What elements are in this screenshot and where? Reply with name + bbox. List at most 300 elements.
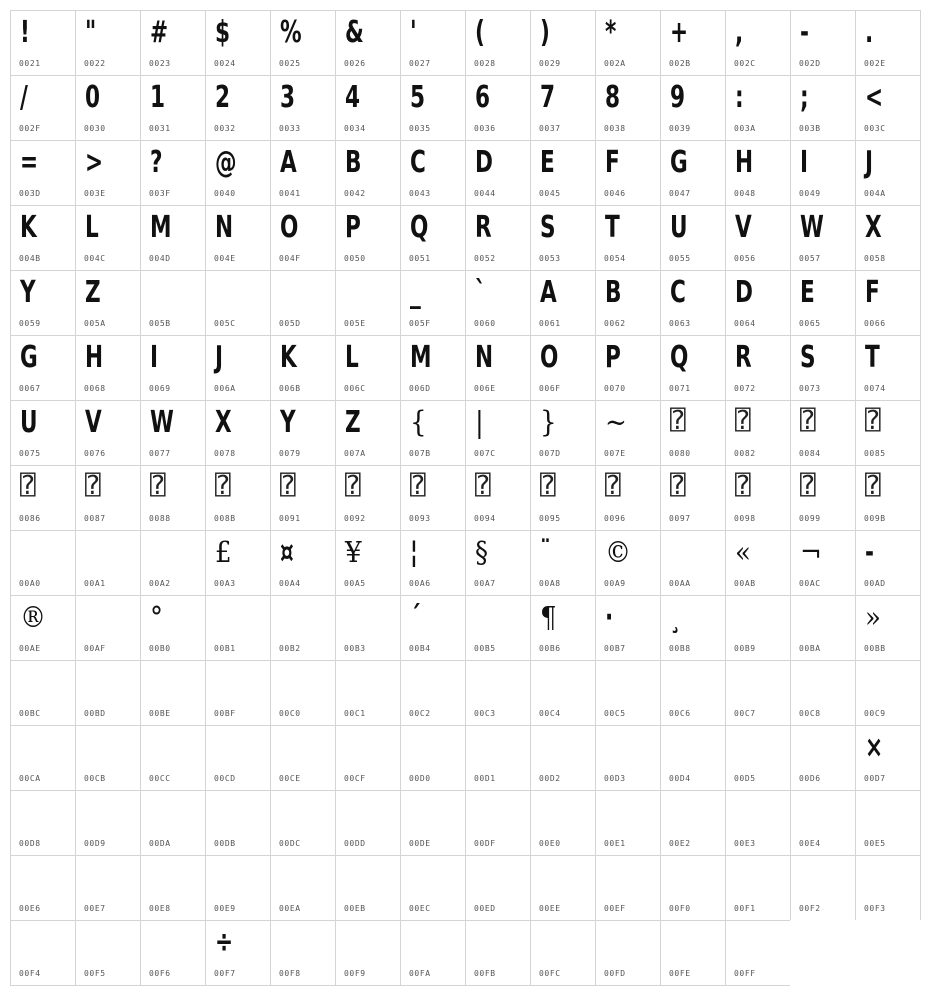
glyph-char: J [865, 145, 874, 180]
code-point-label: 00C2 [409, 709, 431, 718]
code-point-label: 006F [539, 384, 561, 393]
code-point-label: 0025 [279, 59, 301, 68]
glyph-cell [270, 205, 336, 271]
glyph-cell [855, 270, 921, 336]
code-point-label: 00C5 [604, 709, 626, 718]
glyph-cell [10, 595, 76, 661]
glyph-char: 0 [85, 80, 101, 115]
glyph-char: B [345, 145, 362, 180]
code-point-label: 00DC [279, 839, 301, 848]
code-point-label: 00B1 [214, 644, 236, 653]
code-point-label: 00A7 [474, 579, 496, 588]
glyph-cell [400, 270, 466, 336]
glyph-cell [140, 595, 206, 661]
glyph-cell [205, 270, 271, 336]
glyph-cell [725, 855, 791, 921]
code-point-label: 0048 [734, 189, 756, 198]
glyph-cell [75, 725, 141, 791]
glyph-cell [530, 205, 596, 271]
glyph-char: Z [85, 275, 101, 310]
glyph-char: 6 [475, 80, 491, 115]
glyph-char: H [85, 340, 104, 375]
glyph-char: ¤ [280, 535, 294, 570]
glyph-char: S [800, 340, 816, 375]
glyph-char: U [20, 405, 38, 440]
code-point-label: 0078 [214, 449, 236, 458]
glyph-cell [530, 920, 596, 986]
glyph-char: Y [280, 405, 296, 440]
code-point-label: 0086 [19, 514, 41, 523]
glyph-cell [75, 10, 141, 76]
glyph-cell [660, 465, 726, 531]
glyph-char: ° [150, 600, 164, 634]
glyph-char: K [20, 210, 37, 245]
code-point-label: 0047 [669, 189, 691, 198]
glyph-cell [595, 400, 661, 466]
glyph-char: X [215, 405, 232, 440]
missing-glyph-icon: ⍰ [865, 471, 881, 501]
glyph-char: V [735, 210, 752, 245]
code-point-label: 0061 [539, 319, 561, 328]
glyph-cell [790, 790, 856, 856]
glyph-cell [335, 920, 401, 986]
glyph-cell [855, 400, 921, 466]
missing-glyph-icon: ⍰ [800, 406, 816, 436]
glyph-char: R [735, 340, 752, 375]
code-point-label: 00BC [19, 709, 41, 718]
code-point-label: 00F9 [344, 969, 366, 978]
glyph-cell [270, 530, 336, 596]
glyph-cell [725, 595, 791, 661]
glyph-char: A [540, 275, 557, 310]
glyph-cell [335, 400, 401, 466]
code-point-label: 00EF [604, 904, 626, 913]
code-point-label: 00E0 [539, 839, 561, 848]
missing-glyph-icon: ⍰ [865, 406, 881, 436]
code-point-label: 00BA [799, 644, 821, 653]
glyph-cell [465, 530, 531, 596]
glyph-cell [725, 270, 791, 336]
glyph-cell [660, 530, 726, 596]
glyph-char: ¸ [670, 600, 681, 635]
missing-glyph-icon: ⍰ [800, 471, 816, 501]
glyph-char: ¨ [540, 535, 551, 570]
glyph-cell [10, 855, 76, 921]
code-point-label: 00FE [669, 969, 691, 978]
glyph-cell [465, 75, 531, 141]
glyph-char: . [865, 15, 874, 50]
code-point-label: 0053 [539, 254, 561, 263]
glyph-cell [10, 75, 76, 141]
glyph-char: « [735, 535, 751, 569]
glyph-cell [335, 205, 401, 271]
glyph-cell [205, 205, 271, 271]
glyph-cell [465, 205, 531, 271]
glyph-char: H [735, 145, 754, 180]
missing-glyph-icon: ⍰ [20, 471, 36, 501]
glyph-cell [725, 205, 791, 271]
glyph-cell [140, 205, 206, 271]
code-point-label: 00C9 [864, 709, 886, 718]
code-point-label: 00AB [734, 579, 756, 588]
glyph-char: ® [20, 600, 47, 634]
glyph-cell [400, 530, 466, 596]
code-point-label: 0063 [669, 319, 691, 328]
code-point-label: 00AA [669, 579, 691, 588]
glyph-char: I [800, 145, 809, 180]
glyph-cell [335, 855, 401, 921]
glyph-char: T [865, 340, 880, 375]
glyph-cell [855, 790, 921, 856]
glyph-char: # [150, 15, 169, 50]
code-point-label: 0023 [149, 59, 171, 68]
code-point-label: 00B6 [539, 644, 561, 653]
glyph-cell [205, 400, 271, 466]
code-point-label: 00C8 [799, 709, 821, 718]
glyph-cell [205, 660, 271, 726]
code-point-label: 0034 [344, 124, 366, 133]
glyph-cell [75, 920, 141, 986]
code-point-label: 00A8 [539, 579, 561, 588]
glyph-cell [465, 790, 531, 856]
glyph-cell [140, 920, 206, 986]
code-point-label: 00E6 [19, 904, 41, 913]
code-point-label: 00A2 [149, 579, 171, 588]
glyph-char: } [540, 405, 557, 439]
code-point-label: 00E4 [799, 839, 821, 848]
glyph-cell [595, 335, 661, 401]
glyph-cell [400, 660, 466, 726]
code-point-label: 00DB [214, 839, 236, 848]
code-point-label: 006A [214, 384, 236, 393]
code-point-label: 00FC [539, 969, 561, 978]
glyph-char: 4 [345, 80, 361, 115]
code-point-label: 007D [539, 449, 561, 458]
missing-glyph-icon: ⍰ [540, 471, 556, 501]
code-point-label: 0068 [84, 384, 106, 393]
code-point-label: 00A3 [214, 579, 236, 588]
glyph-cell [595, 205, 661, 271]
glyph-cell [595, 270, 661, 336]
glyph-char: C [670, 275, 686, 310]
glyph-cell [790, 595, 856, 661]
glyph-char: & [345, 15, 364, 50]
code-point-label: 00B2 [279, 644, 301, 653]
code-point-label: 00A9 [604, 579, 626, 588]
glyph-char: L [85, 210, 99, 245]
glyph-cell [530, 790, 596, 856]
code-point-label: 005B [149, 319, 171, 328]
glyph-cell [270, 855, 336, 921]
glyph-cell [855, 595, 921, 661]
glyph-char: ~ [605, 405, 627, 439]
code-point-label: 006E [474, 384, 496, 393]
code-point-label: 00D3 [604, 774, 626, 783]
glyph-cell [270, 920, 336, 986]
glyph-char: , [735, 15, 744, 50]
glyph-cell [75, 465, 141, 531]
glyph-cell [855, 725, 921, 791]
glyph-char: Q [670, 340, 689, 375]
glyph-cell [465, 140, 531, 206]
glyph-char: 3 [280, 80, 296, 115]
code-point-label: 0039 [669, 124, 691, 133]
glyph-cell [10, 465, 76, 531]
glyph-char: Z [345, 405, 361, 440]
code-point-label: 00CE [279, 774, 301, 783]
code-point-label: 00CA [19, 774, 41, 783]
glyph-cell [725, 10, 791, 76]
glyph-char: O [280, 210, 299, 245]
glyph-cell [75, 75, 141, 141]
glyph-char: @ [215, 145, 237, 180]
code-point-label: 002D [799, 59, 821, 68]
glyph-cell [595, 140, 661, 206]
code-point-label: 00DA [149, 839, 171, 848]
glyph-cell [10, 10, 76, 76]
glyph-cell [335, 465, 401, 531]
glyph-cell [725, 790, 791, 856]
glyph-char: ( [475, 15, 485, 50]
glyph-char: 8 [605, 80, 621, 115]
glyph-cell [790, 270, 856, 336]
code-point-label: 003A [734, 124, 756, 133]
glyph-char: / [20, 80, 28, 115]
glyph-cell [855, 660, 921, 726]
code-point-label: 0052 [474, 254, 496, 263]
code-point-label: 00B5 [474, 644, 496, 653]
glyph-char: X [865, 210, 882, 245]
glyph-cell [725, 465, 791, 531]
code-point-label: 00B7 [604, 644, 626, 653]
glyph-char: A [280, 145, 297, 180]
glyph-cell [790, 335, 856, 401]
glyph-char: G [20, 340, 38, 375]
glyph-char: P [605, 340, 621, 375]
glyph-cell [270, 595, 336, 661]
glyph-cell [660, 140, 726, 206]
code-point-label: 00EB [344, 904, 366, 913]
glyph-char: U [670, 210, 688, 245]
glyph-cell [205, 595, 271, 661]
glyph-char: ¬ [800, 535, 822, 569]
glyph-cell [595, 790, 661, 856]
code-point-label: 003B [799, 124, 821, 133]
code-point-label: 00A0 [19, 579, 41, 588]
missing-glyph-icon: ⍰ [345, 471, 361, 501]
glyph-cell [10, 530, 76, 596]
glyph-cell [205, 335, 271, 401]
glyph-cell [790, 400, 856, 466]
glyph-cell [10, 400, 76, 466]
code-point-label: 00D8 [19, 839, 41, 848]
glyph-cell [595, 920, 661, 986]
glyph-char: E [540, 145, 555, 180]
glyph-char: Y [20, 275, 36, 310]
glyph-cell [75, 205, 141, 271]
code-point-label: 005E [344, 319, 366, 328]
code-point-label: 0085 [864, 449, 886, 458]
glyph-cell [465, 595, 531, 661]
glyph-cell [530, 725, 596, 791]
glyph-cell [465, 10, 531, 76]
glyph-cell [75, 270, 141, 336]
glyph-cell [530, 75, 596, 141]
code-point-label: 0072 [734, 384, 756, 393]
missing-glyph-icon: ⍰ [85, 471, 101, 501]
code-point-label: 0030 [84, 124, 106, 133]
glyph-cell [530, 140, 596, 206]
glyph-char: ¶ [540, 600, 557, 634]
glyph-cell [335, 140, 401, 206]
glyph-cell [335, 75, 401, 141]
code-point-label: 003D [19, 189, 41, 198]
code-point-label: 002F [19, 124, 41, 133]
code-point-label: 0044 [474, 189, 496, 198]
glyph-cell [400, 595, 466, 661]
glyph-cell [270, 660, 336, 726]
glyph-char: D [475, 145, 493, 180]
glyph-cell [10, 920, 76, 986]
glyph-cell [400, 465, 466, 531]
code-point-label: 0091 [279, 514, 301, 523]
glyph-cell [595, 75, 661, 141]
glyph-char: $ [215, 15, 231, 50]
code-point-label: 0065 [799, 319, 821, 328]
glyph-cell [530, 530, 596, 596]
glyph-char: { [410, 405, 427, 439]
code-point-label: 00FD [604, 969, 626, 978]
missing-glyph-icon: ⍰ [605, 471, 621, 501]
code-point-label: 006B [279, 384, 301, 393]
glyph-cell [335, 660, 401, 726]
code-point-label: 0093 [409, 514, 431, 523]
code-point-label: 00D9 [84, 839, 106, 848]
code-point-label: 0055 [669, 254, 691, 263]
glyph-cell [465, 725, 531, 791]
code-point-label: 00D2 [539, 774, 561, 783]
glyph-cell [400, 335, 466, 401]
glyph-char: S [540, 210, 556, 245]
missing-glyph-icon: ⍰ [215, 471, 231, 501]
glyph-cell [465, 465, 531, 531]
glyph-char: 7 [540, 80, 556, 115]
glyph-cell [660, 270, 726, 336]
glyph-cell [790, 530, 856, 596]
code-point-label: 00E2 [669, 839, 691, 848]
code-point-label: 0021 [19, 59, 41, 68]
code-point-label: 0035 [409, 124, 431, 133]
glyph-char: G [670, 145, 688, 180]
glyph-char: N [475, 340, 494, 375]
glyph-char: O [540, 340, 559, 375]
empty-slot [855, 920, 921, 986]
glyph-char: 1 [150, 80, 166, 115]
glyph-char: _ [410, 275, 421, 310]
glyph-char: 9 [670, 80, 686, 115]
code-point-label: 003C [864, 124, 886, 133]
code-point-label: 0049 [799, 189, 821, 198]
code-point-label: 00AD [864, 579, 886, 588]
glyph-cell [140, 660, 206, 726]
glyph-char: § [475, 535, 489, 569]
glyph-cell [790, 75, 856, 141]
glyph-char: L [345, 340, 359, 375]
glyph-char: K [280, 340, 297, 375]
code-point-label: 005D [279, 319, 301, 328]
missing-glyph-icon: ⍰ [475, 471, 491, 501]
glyph-cell [10, 790, 76, 856]
code-point-label: 00D4 [669, 774, 691, 783]
code-point-label: 00B8 [669, 644, 691, 653]
glyph-cell [400, 790, 466, 856]
code-point-label: 0037 [539, 124, 561, 133]
code-point-label: 00CB [84, 774, 106, 783]
glyph-cell [10, 725, 76, 791]
glyph-char: ¦ [410, 535, 418, 570]
glyph-cell [10, 660, 76, 726]
glyph-cell [140, 465, 206, 531]
glyph-char: ? [150, 145, 163, 180]
code-point-label: 0042 [344, 189, 366, 198]
code-point-label: 00A4 [279, 579, 301, 588]
code-point-label: 00E5 [864, 839, 886, 848]
glyph-cell [530, 855, 596, 921]
glyph-char: ' [410, 15, 417, 50]
code-point-label: 00B9 [734, 644, 756, 653]
code-point-label: 0079 [279, 449, 301, 458]
glyph-char: * [605, 15, 617, 50]
code-point-label: 00DF [474, 839, 496, 848]
glyph-char: - [865, 535, 874, 570]
glyph-cell [400, 855, 466, 921]
glyph-cell [855, 465, 921, 531]
missing-glyph-icon: ⍰ [735, 471, 751, 501]
empty-slot [790, 920, 856, 986]
glyph-cell [530, 400, 596, 466]
glyph-cell [595, 10, 661, 76]
glyph-cell [855, 530, 921, 596]
glyph-cell [140, 725, 206, 791]
glyph-char: P [345, 210, 361, 245]
code-point-label: 00A5 [344, 579, 366, 588]
glyph-cell [855, 75, 921, 141]
glyph-char: D [735, 275, 753, 310]
code-point-label: 0066 [864, 319, 886, 328]
code-point-label: 007B [409, 449, 431, 458]
glyph-cell [205, 725, 271, 791]
glyph-char: B [605, 275, 622, 310]
glyph-char: F [865, 275, 880, 310]
glyph-char: > [85, 145, 104, 180]
code-point-label: 0076 [84, 449, 106, 458]
glyph-cell [335, 790, 401, 856]
code-point-label: 0070 [604, 384, 626, 393]
glyph-cell [400, 10, 466, 76]
code-point-label: 0094 [474, 514, 496, 523]
glyph-cell [75, 595, 141, 661]
glyph-cell [75, 400, 141, 466]
glyph-cell [855, 10, 921, 76]
glyph-char: ÷ [215, 925, 234, 960]
code-point-label: 0095 [539, 514, 561, 523]
glyph-char: = [20, 145, 39, 180]
glyph-cell [400, 75, 466, 141]
glyph-cell [660, 400, 726, 466]
code-point-label: 00F0 [669, 904, 691, 913]
glyph-cell [75, 140, 141, 206]
glyph-cell [660, 205, 726, 271]
